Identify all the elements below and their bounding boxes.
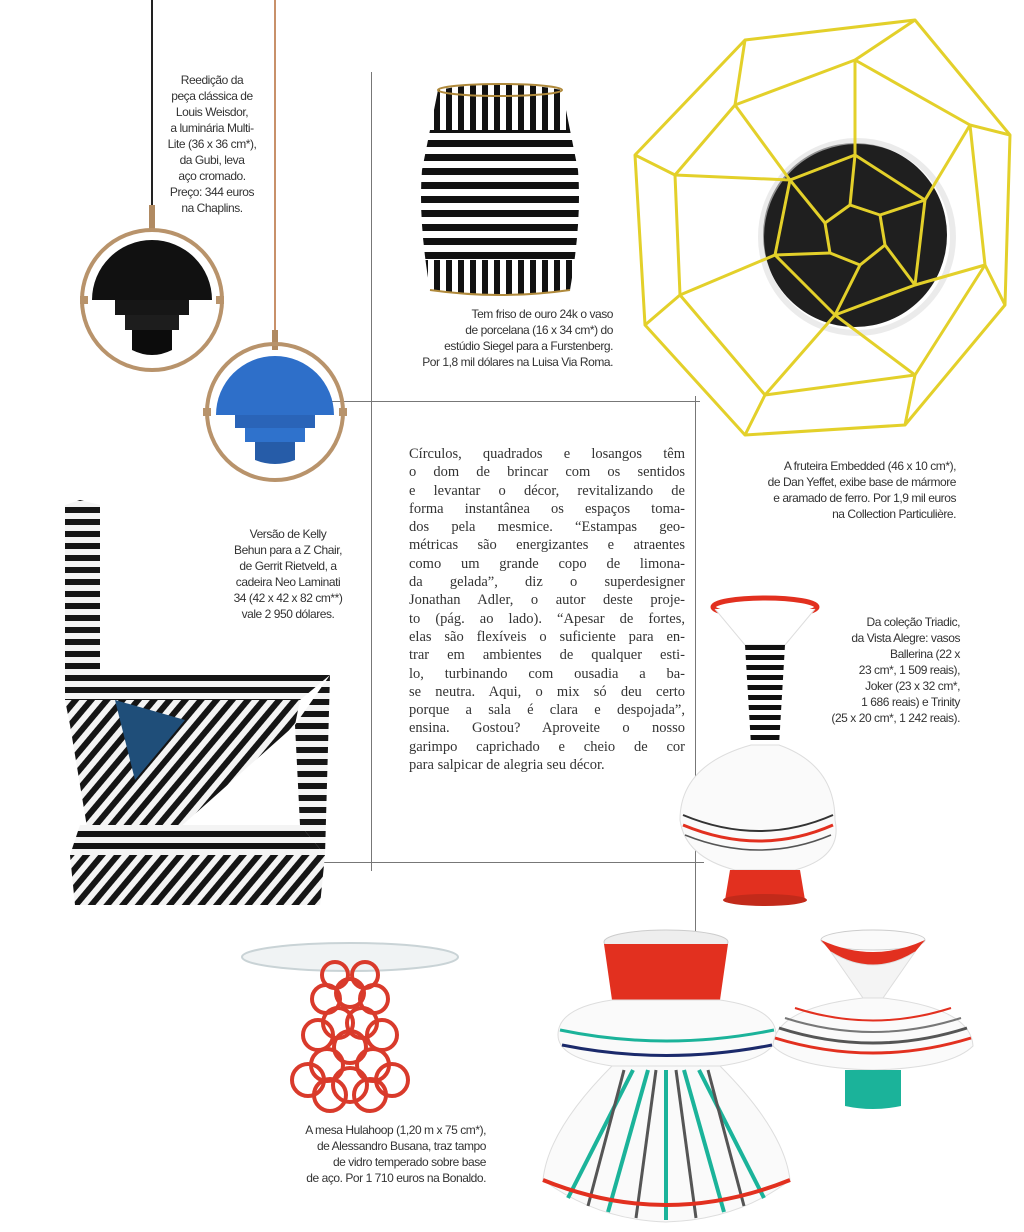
trinity-vase-image bbox=[765, 928, 975, 1113]
striped-porcelain-vase-image bbox=[410, 70, 590, 300]
caption-table: A mesa Hulahoop (1,20 m x 75 cm*), de Alessandro Busana, traz tampo de vidro temperado sobre base de aço. Por 1 710 euros na Bonaldo. bbox=[305, 1123, 486, 1185]
caption-chair: Versão de Kelly Behun para a Z Chair, de Gerrit Rietveld, a cadeira Neo Laminati 34 (42 x 42 x 82 cm**) vale 2 950 dólares. bbox=[233, 527, 343, 621]
frame-rule-vertical-left bbox=[371, 401, 372, 871]
joker-vase-image bbox=[538, 930, 798, 1225]
caption-lamp: Reedição da peça clássica de Louis Weisdor, a luminária Multi- Lite (36 x 36 cm*), da Gubi, leva aço cromado. Preço: 344 euros na Chaplins. bbox=[167, 73, 257, 215]
caption-bowl: A fruteira Embedded (46 x 10 cm*), de Dan Yeffet, exibe base de mármore e aramado de ferro. Por 1,9 mil euros na Collection Particulière. bbox=[767, 459, 956, 521]
frame-rule-vertical-top bbox=[371, 72, 372, 410]
article-body: Círculos, quadrados e losangos têm o dom de brincar com os sentidos e levantar o décor, revitalizando de forma instantânea os espaços toma- dos pela mesmice. “Estampas geo- métricas são energizantes e atraentes como um grande copo de limona- da gelada”, diz o superdesigner Jonathan Adler, o autor deste proje- to (pág. ao lado). “Apesar de fortes, elas são flexíveis o suficiente para en- trar em ambientes de qualquer esti- lo, turbinando com ousadia a ba- se neutra. Aqui, o mix só deu certo porque a sala é clara e despojada”, ensina. Gostou? Aproveite o nosso garimpo caprichado e cheio de cor para salpicar de alegria seu décor. bbox=[409, 446, 685, 774]
frame-rule-horizontal-bottom bbox=[322, 862, 704, 863]
caption-triadic: Da coleção Triadic, da Vista Alegre: vasos Ballerina (22 x 23 cm*, 1 509 reais), Joker (23 x 32 cm*, 1 686 reais) e Trinity (25 x 20 cm*, 1 242 reais). bbox=[831, 615, 960, 725]
caption-vase: Tem friso de ouro 24k o vaso de porcelana (16 x 34 cm*) do estúdio Siegel para a Furstenberg. Por 1,8 mil dólares na Luisa Via Roma. bbox=[422, 307, 613, 369]
hulahoop-table-image bbox=[230, 935, 470, 1115]
embedded-fruit-bowl-image bbox=[625, 5, 1020, 445]
